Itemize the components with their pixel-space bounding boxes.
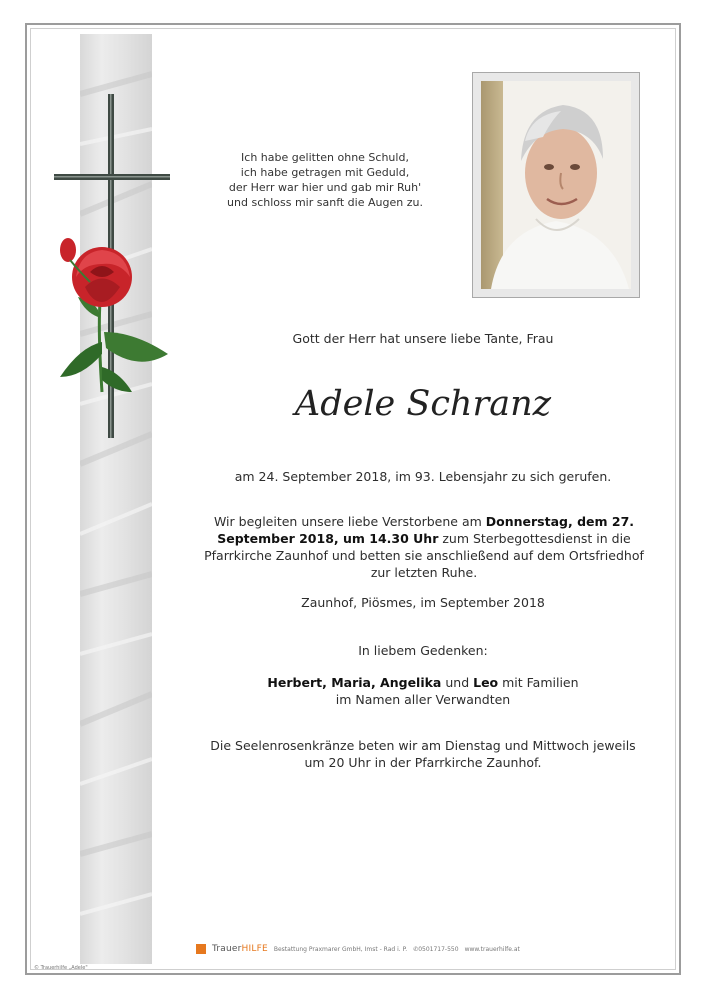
mourner-name: Leo [473,675,499,690]
cross-with-rose-icon [40,92,180,442]
intro-text: Gott der Herr hat unsere liebe Tante, Frau [292,331,554,346]
mourners-line [196,674,650,691]
funeral-text-part: zum Sterbegottesdienst in die Pfarrkirche Zaunhof und betten sie anschließend auf dem Ortsfriedhof zur letzten Ruhe. [204,531,644,580]
logo-text-accent: HILFE [241,944,268,954]
funeral-date-time: Donnerstag, dem 27. September 2018, um 14.30 Uhr [217,514,635,546]
death-date-text: am 24. September 2018, im 93. Lebensjahr zu sich gerufen. [234,469,612,484]
footer [196,942,520,956]
poem [222,150,428,210]
mourner-names: Herbert, Maria, Angelika [267,675,442,690]
website: www.trauerhilfe.at [464,945,520,953]
mourners [196,674,650,708]
deceased-name: Adele Schranz [294,384,552,424]
phone-number: ✆0501717-550 [413,945,459,953]
memory-heading: In liebem Gedenken: [358,643,488,658]
poem-line: und schloss mir sanft die Augen zu. [227,196,423,209]
place-date: Zaunhof, Piösmes, im September 2018 [301,595,545,610]
rosary-line: um 20 Uhr in der Pfarrkirche Zaunhof. [304,755,542,770]
copyright-note: © Trauerhilfe „Adele" [34,965,88,971]
poem-line: Ich habe gelitten ohne Schuld, [241,151,409,164]
mourner-separator: und [441,675,474,690]
funeral-announcement [204,513,644,581]
mourner-families: mit Familien [498,675,579,690]
rosary-note [196,737,650,771]
funeral-text-part: Wir begleiten unsere liebe Verstorbene am [213,514,486,529]
company-name: Bestattung Praxmarer GmbH, Imst - Rad i. P. [273,945,408,953]
poem-line: ich habe getragen mit Geduld, [240,166,410,179]
trauerhilfe-logo [212,944,268,954]
poem-line: der Herr war hier und gab mir Ruh' [228,181,422,194]
trauerhilfe-logo-icon [196,944,206,954]
mourners-line-2: im Namen aller Verwandten [335,692,511,707]
logo-text: Trauer [212,944,242,954]
rosary-line: Die Seelenrosenkränze beten wir am Dienstag und Mittwoch jeweils [210,738,636,753]
portrait-frame [472,72,640,298]
portrait-photo [481,81,631,289]
